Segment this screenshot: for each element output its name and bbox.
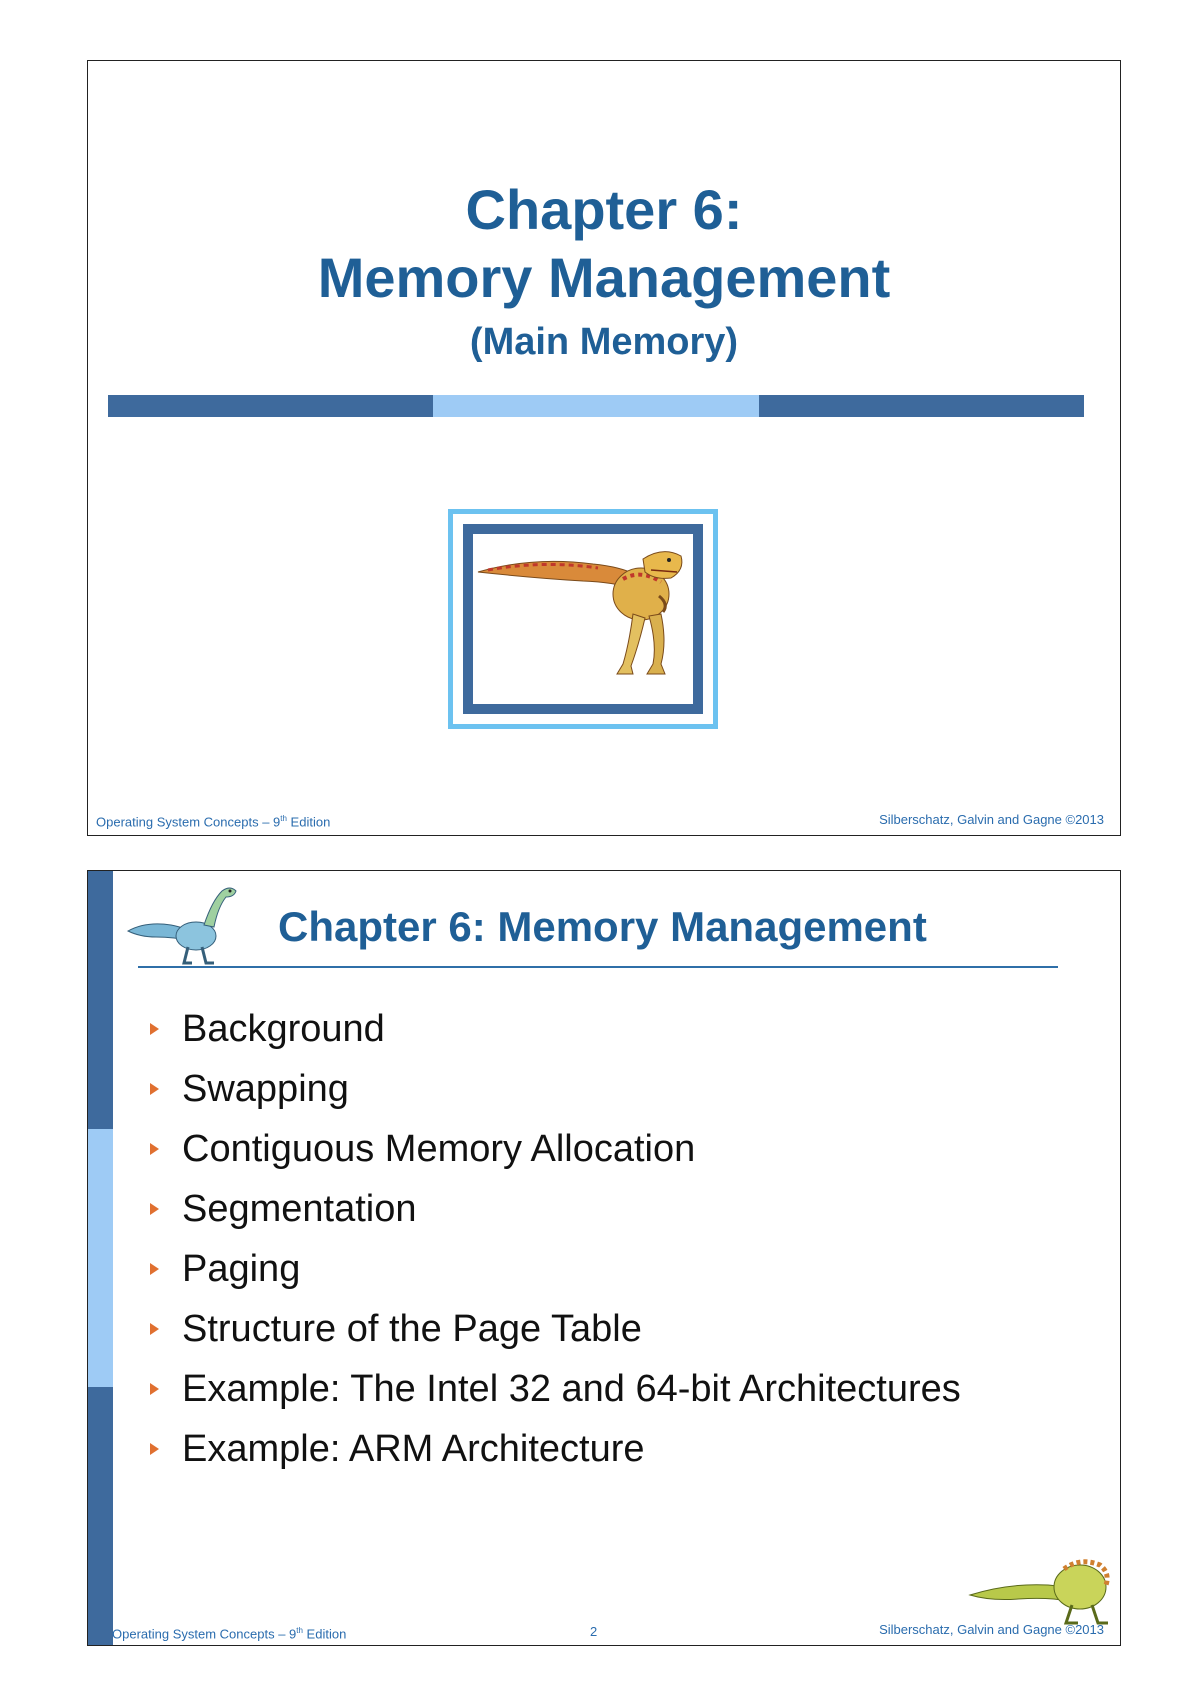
list-item [150, 999, 961, 1059]
divider-segment-light [433, 395, 758, 417]
bullet-arrow-icon [150, 1023, 159, 1035]
list-item-text: Paging [182, 1247, 301, 1290]
chapter-topic: Memory Management [317, 246, 891, 309]
list-item [150, 1179, 961, 1239]
list-item-text: Background [182, 1007, 385, 1050]
content-slide [87, 870, 1121, 1646]
list-item [150, 1059, 961, 1119]
dinosaur-logo-icon [126, 881, 244, 967]
bullet-arrow-icon [150, 1323, 159, 1335]
footer-edition-sup: th [296, 1625, 303, 1635]
list-item [150, 1419, 961, 1479]
footer-edition-sup: th [280, 813, 287, 823]
footer-edition-text: Edition [302, 1626, 347, 1641]
bullet-arrow-icon [150, 1263, 159, 1275]
page-number: 2 [590, 1624, 598, 1639]
footer-authors: Silberschatz, Galvin and Gagne ©2013 [879, 812, 1104, 827]
list-item-text: Segmentation [182, 1187, 417, 1230]
footer-book-title [96, 814, 330, 829]
title-divider-bar [108, 395, 1084, 417]
footer-book-title [112, 1626, 346, 1641]
footer-authors: Silberschatz, Galvin and Gagne ©2013 [879, 1622, 1104, 1637]
bullet-arrow-icon [150, 1083, 159, 1095]
divider-segment-dark [108, 395, 433, 417]
list-item-text: Example: The Intel 32 and 64-bit Architectures [182, 1367, 961, 1410]
sidebar-segment-dark [88, 871, 113, 1129]
topic-list [150, 999, 961, 1479]
list-item-text: Structure of the Page Table [182, 1307, 642, 1350]
sidebar-segment-dark [88, 1387, 113, 1645]
list-item [150, 1359, 961, 1419]
footer-edition-text: Edition [286, 814, 331, 829]
bullet-arrow-icon [150, 1143, 159, 1155]
slide-title: Chapter 6: Memory Management [278, 903, 927, 950]
list-item [150, 1299, 961, 1359]
title-underline [138, 966, 1058, 968]
chapter-title: Chapter 6: [465, 178, 743, 241]
list-item [150, 1119, 961, 1179]
sidebar-segment-light [88, 1129, 113, 1387]
dinosaur-frame-inner [463, 524, 703, 714]
bullet-arrow-icon [150, 1203, 159, 1215]
title-slide [87, 60, 1121, 836]
slide-sidebar [88, 871, 113, 1645]
chapter-subtitle: (Main Memory) [469, 321, 739, 363]
bullet-arrow-icon [150, 1383, 159, 1395]
list-item-text: Example: ARM Architecture [182, 1427, 645, 1470]
list-item-text: Swapping [182, 1067, 349, 1110]
dinosaur-illustration-icon [473, 534, 693, 704]
footer-book-text: Operating System Concepts – 9 [112, 1626, 297, 1641]
title-block [88, 176, 1120, 370]
dinosaur-frame [448, 509, 718, 729]
list-item [150, 1239, 961, 1299]
list-item-text: Contiguous Memory Allocation [182, 1127, 696, 1170]
divider-segment-dark [759, 395, 1084, 417]
footer-book-text: Operating System Concepts – 9 [96, 814, 281, 829]
bullet-arrow-icon [150, 1443, 159, 1455]
dinosaur-corner-illustration-icon [968, 1539, 1118, 1625]
